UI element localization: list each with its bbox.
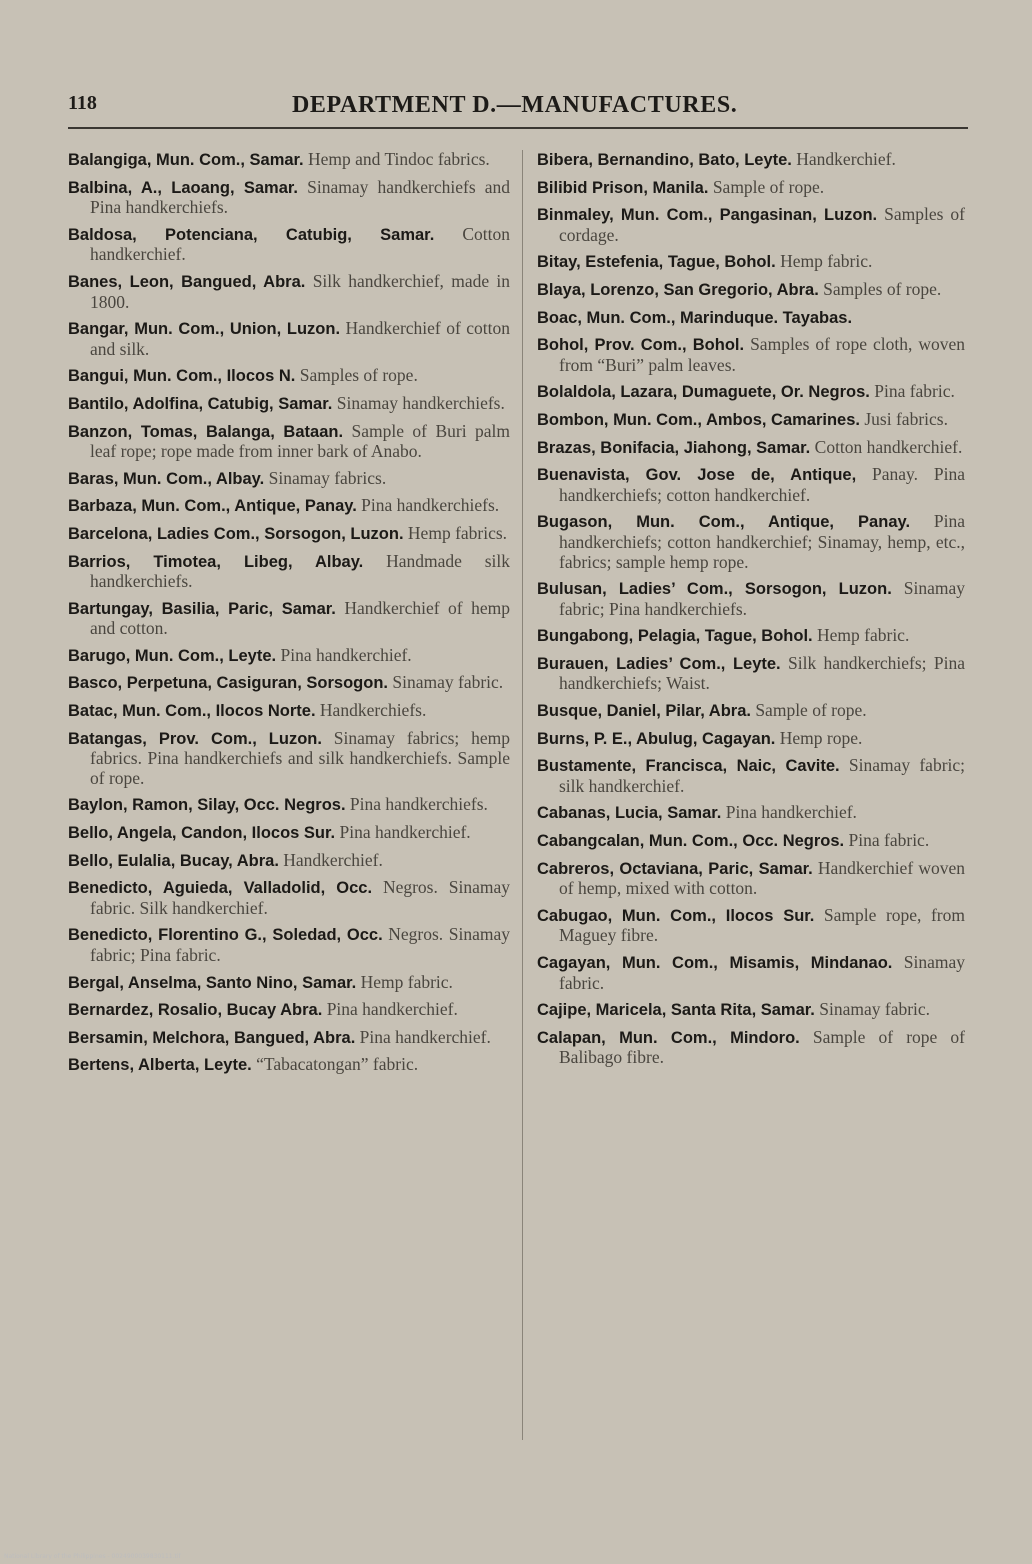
entry-name: Buenavista, Gov. Jose de, Antique, (537, 466, 857, 485)
entry-description: Handkerchief of hemp and cotton. (90, 597, 510, 639)
entry-name: Cajipe, Maricela, Santa Rita, Samar. (537, 1001, 815, 1020)
entry-description: Sample of Buri palm leaf rope; rope made from inner bark of Anabo. (90, 420, 510, 462)
entry-name: Cabangcalan, Mun. Com., Occ. Negros. (537, 832, 845, 851)
entry-description: Handkerchief of cotton and silk. (90, 318, 511, 359)
entry-name: Barugo, Mun. Com., Leyte. (68, 646, 277, 665)
entry-description: Sinamay handkerchiefs. (336, 392, 505, 413)
directory-entry (537, 701, 965, 722)
header-rule (68, 127, 968, 129)
entry-description: Sample rope, from Maguey fibre. (559, 904, 965, 946)
entry-description: Hemp fabric. (360, 971, 453, 992)
entry-name: Benedicto, Florentino G., Soledad, Occ. (68, 926, 383, 945)
entry-description: Hemp fabrics. (407, 522, 508, 543)
entry-description: Cotton handkerchief. (814, 436, 963, 457)
entry-name: Cagayan, Mun. Com., Misamis, Mindanao. (537, 954, 893, 972)
directory-entry (537, 1000, 965, 1021)
directory-entry (537, 252, 965, 273)
entry-name: Balbina, A., Laoang, Samar. (68, 178, 298, 197)
entry-name: Bungabong, Pelagia, Tague, Bohol. (537, 627, 813, 646)
entry-description: Hemp fabric. (780, 251, 873, 272)
directory-entry (68, 394, 510, 415)
entry-name: Bugason, Mun. Com., Antique, Panay. (537, 513, 911, 532)
entry-name: Bolaldola, Lazara, Dumaguete, Or. Negros. (537, 383, 870, 402)
entry-name: Bulusan, Ladies’ Com., Sorsogon, Luzon. (537, 580, 892, 599)
entry-name: Bartungay, Basilia, Paric, Samar. (68, 599, 336, 618)
directory-entry (537, 953, 965, 993)
directory-entry (537, 626, 965, 647)
directory-entry (537, 1028, 965, 1068)
entry-name: Bitay, Estefenia, Tague, Bohol. (537, 253, 776, 272)
directory-entry (68, 319, 510, 359)
entry-name: Benedicto, Aguieda, Valladolid, Occ. (68, 879, 373, 898)
directory-entry (68, 150, 510, 171)
directory-entry (537, 410, 965, 431)
entry-name: Cabreros, Octaviana, Paric, Samar. (537, 859, 813, 878)
entry-description: Hemp and Tindoc fabrics. (308, 149, 490, 169)
directory-entry (537, 831, 965, 852)
directory-entry (68, 925, 510, 965)
directory-entry (537, 308, 965, 329)
entry-description: Hemp fabric. (817, 625, 910, 646)
entry-description: Panay. Pina handkerchiefs; cotton handkerchief. (559, 464, 966, 505)
entry-description: Pina handkerchief. (359, 1026, 491, 1047)
directory-entry (68, 272, 510, 312)
entry-name: Bombon, Mun. Com., Ambos, Camarines. (537, 410, 860, 429)
right-column (537, 150, 965, 1075)
entry-description: Sinamay fabrics; hemp fabrics. Pina handkerchiefs and silk handkerchiefs. Sample of rope. (90, 727, 510, 788)
entry-description: Negros. Sinamay fabric; Pina fabric. (90, 924, 511, 965)
entry-description: Handkerchief. (283, 849, 383, 870)
entry-description: Sinamay fabric. (559, 952, 965, 993)
directory-entry (537, 205, 965, 245)
directory-entry (537, 756, 965, 796)
entry-description: Handkerchief woven of hemp, mixed with cotton. (559, 857, 965, 899)
entry-name: Barrios, Timotea, Libeg, Albay. (68, 552, 364, 571)
entry-description: Samples of rope. (823, 278, 942, 299)
entry-name: Batangas, Prov. Com., Luzon. (68, 729, 322, 748)
entry-description: Handkerchiefs. (319, 700, 427, 721)
directory-entry (537, 859, 965, 899)
entry-description: Sample of rope. (755, 700, 867, 721)
entry-name: Bangui, Mun. Com., Ilocos N. (68, 367, 296, 386)
entry-name: Baldosa, Potenciana, Catubig, Samar. (68, 225, 435, 244)
entry-name: Binmaley, Mun. Com., Pangasinan, Luzon. (537, 206, 878, 225)
directory-entry (537, 729, 965, 750)
directory-entry (68, 823, 510, 844)
directory-entry (537, 512, 965, 572)
directory-entry (68, 1028, 510, 1049)
entry-description: Silk handkerchiefs; Pina handkerchiefs; Waist. (559, 652, 965, 694)
entry-name: Bello, Eulalia, Bucay, Abra. (68, 851, 279, 870)
directory-entry (537, 654, 965, 694)
entry-description: Samples of rope. (299, 365, 418, 386)
entry-description: Samples of cordage. (559, 204, 965, 245)
entry-description: Sample of rope. (712, 176, 825, 197)
directory-entry (537, 280, 965, 301)
entry-description: Handkerchief. (796, 149, 896, 169)
entry-description: Pina handkerchiefs. (349, 794, 488, 815)
entry-description: Pina handkerchief. (725, 802, 857, 823)
entry-description: Hemp rope. (779, 727, 863, 748)
directory-entry (68, 225, 510, 265)
directory-entry (68, 973, 510, 994)
directory-entry (537, 335, 965, 375)
page-header (0, 92, 1032, 128)
directory-entry (68, 422, 510, 462)
entry-description: Sinamay fabric. (819, 999, 931, 1020)
directory-entry (537, 150, 965, 171)
entry-description: Pina handkerchiefs; cotton handkerchief; Sinamay, hemp, etc., fabrics; sample hemp rope. (559, 511, 965, 572)
entry-name: Bibera, Bernandino, Bato, Leyte. (537, 151, 792, 169)
entry-name: Baras, Mun. Com., Albay. (68, 469, 265, 488)
entry-description: Negros. Sinamay fabric. Silk handkerchief. (90, 877, 510, 918)
directory-entry (68, 599, 510, 639)
entry-description: Pina handkerchief. (280, 644, 412, 665)
entry-name: Calapan, Mun. Com., Mindoro. (537, 1028, 800, 1047)
page-number: 118 (68, 92, 97, 114)
directory-entry (68, 178, 510, 218)
entry-description: Silk handkerchief, made in 1800. (90, 270, 511, 312)
entry-name: Bustamente, Francisca, Naic, Cavite. (537, 757, 840, 776)
entry-description: Sinamay handkerchiefs and Pina handkerchiefs. (90, 176, 511, 218)
directory-entry (537, 178, 965, 199)
entry-name: Barbaza, Mun. Com., Antique, Panay. (68, 497, 357, 516)
entry-name: Burauen, Ladies’ Com., Leyte. (537, 654, 781, 673)
directory-entry (68, 878, 510, 918)
directory-entry (68, 729, 510, 789)
running-head: DEPARTMENT D.—MANUFACTURES. (292, 92, 738, 118)
entry-name: Bello, Angela, Candon, Ilocos Sur. (68, 824, 336, 843)
entry-name: Cabanas, Lucia, Samar. (537, 804, 722, 823)
directory-entry (68, 552, 510, 592)
directory-entry (68, 469, 510, 490)
entry-description: Sinamay fabrics. (268, 467, 387, 488)
entry-description: Samples of rope cloth, woven from “Buri” palm leaves. (559, 334, 965, 375)
entry-description: “Tabacatongan” fabric. (256, 1054, 419, 1075)
directory-entry (537, 906, 965, 946)
entry-name: Bertens, Alberta, Leyte. (68, 1056, 252, 1075)
entry-name: Bangar, Mun. Com., Union, Luzon. (68, 320, 341, 339)
entry-name: Barcelona, Ladies Com., Sorsogon, Luzon. (68, 524, 404, 543)
directory-entry (68, 795, 510, 816)
entry-description: Pina handkerchief. (339, 822, 471, 843)
entry-name: Banes, Leon, Bangued, Abra. (68, 272, 306, 291)
entry-description: Sinamay fabric. (392, 672, 504, 693)
entry-name: Batac, Mun. Com., Ilocos Norte. (68, 702, 316, 721)
directory-entry (68, 524, 510, 545)
scan-footer: National Library of the Philippines - 0024900039830111.tif (4, 1553, 181, 1560)
entry-name: Baylon, Ramon, Silay, Occ. Negros. (68, 796, 346, 815)
entry-description: Pina handkerchiefs. (361, 495, 500, 516)
entry-description: Jusi fabrics. (864, 408, 948, 429)
entry-description: Cotton handkerchief. (90, 223, 510, 265)
directory-entry (68, 1055, 510, 1076)
entry-name: Cabugao, Mun. Com., Ilocos Sur. (537, 906, 815, 925)
entry-name: Banzon, Tomas, Balanga, Bataan. (68, 422, 344, 441)
directory-entry (68, 701, 510, 722)
entry-name: Bohol, Prov. Com., Bohol. (537, 336, 745, 355)
entry-description: Pina handkerchief. (326, 999, 458, 1020)
entry-name: Brazas, Bonifacia, Jiahong, Samar. (537, 438, 811, 457)
directory-entry (68, 673, 510, 694)
directory-entry (68, 496, 510, 517)
directory-entry (68, 851, 510, 872)
entry-name: Blaya, Lorenzo, San Gregorio, Abra. (537, 280, 819, 299)
directory-entry (537, 382, 965, 403)
entry-description: Sinamay fabric; Pina handkerchiefs. (559, 578, 965, 619)
entry-name: Basco, Perpetuna, Casiguran, Sorsogon. (68, 674, 388, 693)
entry-name: Boac, Mun. Com., Marinduque. Tayabas. (537, 308, 853, 327)
entry-description: Handmade silk handkerchiefs. (90, 550, 511, 592)
entry-name: Balangiga, Mun. Com., Samar. (68, 151, 304, 169)
entry-name: Bantilo, Adolfina, Catubig, Samar. (68, 394, 333, 413)
directory-entry (537, 579, 965, 619)
entry-name: Busque, Daniel, Pilar, Abra. (537, 702, 751, 721)
entry-name: Bernardez, Rosalio, Bucay Abra. (68, 1001, 323, 1020)
entry-description: Pina fabric. (848, 830, 930, 851)
entry-name: Bergal, Anselma, Santo Nino, Samar. (68, 973, 357, 992)
directory-entry (537, 465, 965, 505)
entry-name: Bersamin, Melchora, Bangued, Abra. (68, 1028, 356, 1047)
directory-entry (537, 438, 965, 459)
directory-entry (68, 646, 510, 667)
column-divider (522, 150, 523, 1440)
entry-description: Pina fabric. (874, 381, 955, 402)
entry-name: Bilibid Prison, Manila. (537, 178, 709, 197)
entry-description: Sinamay fabric; silk handkerchief. (559, 755, 966, 796)
directory-entry (68, 1000, 510, 1021)
entry-name: Burns, P. E., Abulug, Cagayan. (537, 729, 776, 748)
directory-entry (537, 803, 965, 824)
entry-description: Sample of rope of Balibago fibre. (559, 1026, 965, 1068)
left-column (68, 150, 510, 1083)
directory-entry (68, 366, 510, 387)
